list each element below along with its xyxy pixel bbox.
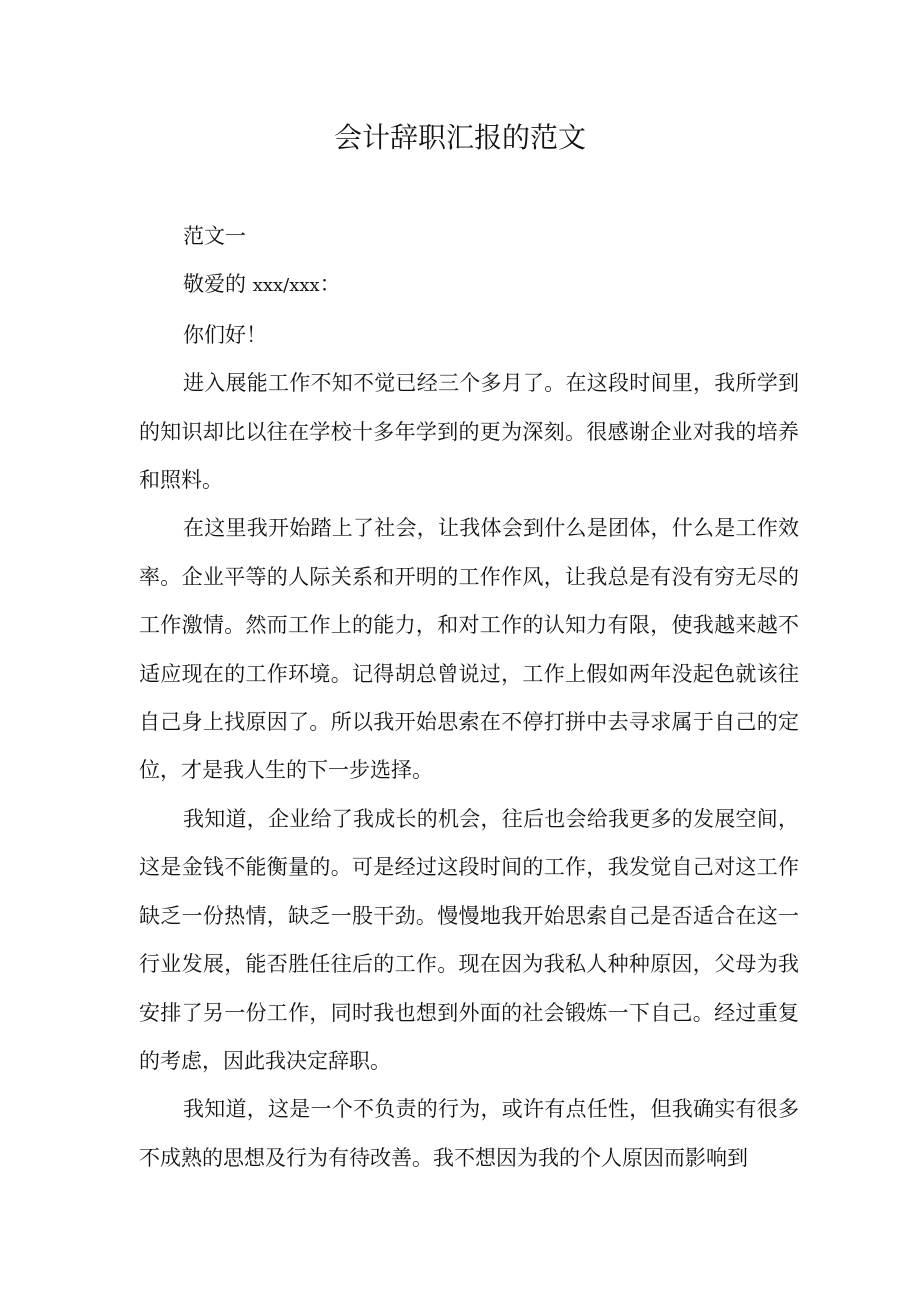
document-body	[139, 212, 799, 1182]
document-title: 会计辞职汇报的范文	[333, 121, 586, 154]
section-label: 范文一	[183, 224, 246, 248]
salutation-colon: ：	[319, 272, 341, 297]
body-paragraph: 我知道，这是一个不负责的行为，或许有点任性，但我确实有很多不成熟的思想及行为有待改善。我不想因为我的个人原因而影响到	[139, 1097, 799, 1170]
body-paragraph: 进入展能工作不知不觉已经三个多月了。在这段时间里，我所学到的知识却比以往在学校十多年学到的更为深刻。很感谢企业对我的培养和照料。	[139, 371, 799, 493]
body-paragraph: 我知道，企业给了我成长的机会，往后也会给我更多的发展空间，这是金钱不能衡量的。可是经过这段时间的工作，我发觉自己对这工作缺乏一份热情，缺乏一股干劲。慢慢地我开始思索自己是否适合在这一行业发展，能否胜任往后的工作。现在因为我私人种种原因，父母为我安排了另一份工作，同时我也想到外面的社会锻炼一下自己。经过重复的考虑，因此我决定辞职。	[139, 806, 799, 1073]
salutation-prefix: 敬爱的	[183, 272, 253, 297]
greeting: 你们好！	[183, 322, 267, 347]
salutation	[139, 260, 799, 310]
recipient-name: xxx/xxx	[252, 275, 320, 297]
body-paragraph: 在这里我开始踏上了社会，让我体会到什么是团体，什么是工作效率。企业平等的人际关系和开明的工作作风，让我总是有没有穷无尽的工作激情。然而工作上的能力，和对工作的认知力有限，使我越来越不适应现在的工作环境。记得胡总曾说过，工作上假如两年没起色就该往自己身上找原因了。所以我开始思索在不停打拼中去寻求属于自己的定位，才是我人生的下一步选择。	[139, 516, 799, 783]
